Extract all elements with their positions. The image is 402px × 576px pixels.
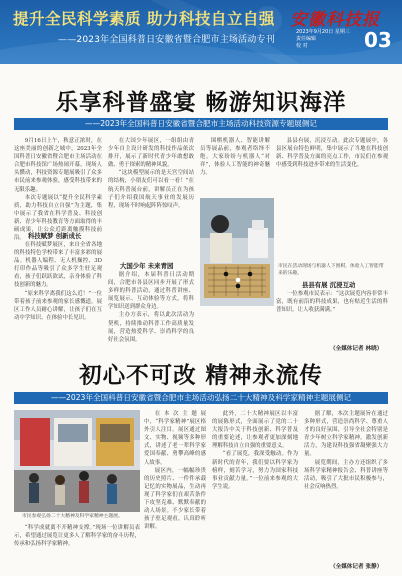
article1-paragraph: 围棋机器人、智能讲解员等展品前，参观者络绎不绝。大家纷纷与机器人“对弈”，体验人工智能的神奇魅力。 (200, 138, 270, 177)
article1-subhead-1: 科技赋梦 创新成长 (28, 232, 82, 240)
article2-paragraph: “看了展览，我深受触动。作为新时代的青年，我们要以科学家为榜样，刻苦学习，努力为国家科技事业贡献力量。”一位前来参观的大学生说。 (212, 451, 298, 490)
proofreader-label: 校 对 (296, 43, 308, 49)
article1-column-1b (14, 241, 102, 350)
article2-paragraph: 展览期间，主办方还组织了多场科学家精神报告会、科普讲座等活动，吸引了大批市民积极参与，社会反响热烈。 (304, 459, 388, 490)
article1-photo-caption: 市民在活动现场与机器人下围棋，体验人工智能带来的乐趣。 (278, 264, 384, 276)
article2-paragraph: 展区内，一幅幅珍贵的历史照片、一件件承载记忆的实物展品，生动再现了科学家们在艰苦条件下攻坚克难、默默奉献的动人场景。不少家长带着孩子驻足观看，认真聆听讲解。 (144, 467, 206, 531)
article1-credit: （全媒体记者 林晓） (330, 346, 383, 352)
issue-date: 2023年9月20日 星期三 (296, 29, 350, 35)
article1-column-2b (108, 271, 194, 350)
article2-column-2 (212, 410, 298, 570)
article1-subhead-2: 大国少年 未来青园 (120, 262, 174, 270)
article1-paragraph: 在大国少年展区，一组组由青少年自主设计研发的科技作品依次排开，展示了新时代青少年敢想敢做、勇于探索的精神风貌。 (108, 138, 194, 169)
article1-paragraph: “原来科学离我们这么近！”一位带着孩子前来参观的家长感慨道。展区工作人员耐心讲解，让孩子们在互动中学知识、在体验中长见识。 (14, 290, 102, 321)
article1-paragraph: 据介绍，本届科普日活动期间，合肥市各县区同步开展了形式多样的科普活动，通过科普讲座、展览展示、互动体验等方式，将科学知识送到群众身边。 (108, 272, 194, 311)
article1-photo (200, 198, 274, 306)
article2-photo (14, 410, 140, 512)
article2-paragraph: “科学成就离不开精神支撑。”现场一位讲解员表示，希望通过展览让更多人了解科学家的奋斗历程，传承和弘扬科学家精神。 (14, 525, 140, 548)
article1-paragraph: 县县有展，沉浸互动。此次专题展中，各县区展台特色鲜明，集中展示了当地在科技创新、科学普及方面的亮点工作，市民们在参观中感受到科技进步带来的生活变化。 (276, 138, 388, 169)
article1-column-2 (108, 137, 194, 257)
article2-headline: 初心不可改 精神永流传 (79, 363, 323, 389)
page-subtitle: ——2023年全国科普日安徽省暨合肥市主场活动专刊 (58, 35, 275, 45)
article1-topic-bar: ——2023年全国科普日安徽省暨合肥市主场活动科技资源专题展侧记 (14, 118, 388, 130)
article2-column-3 (304, 410, 388, 560)
article1-subhead-3: 县县有展 沉浸互动 (302, 281, 356, 289)
article1-paragraph: “这块模型展示的是天宫空间站的结构，小朋友们可以看一看！”在航天科普展台前，讲解员正在为孩子们介绍我国航天事业的发展历程，现场不时响起阵阵惊叹声。 (108, 170, 194, 209)
article1-paragraph: 9月16日上午，秋意正浓时，在这座美丽的创新之城中，2023年全国科普日安徽省暨合肥市主场活动在合肥市科技馆广场热闹开幕。现场人头攒动，科技资源专题展吸引了众多市民前来参观体验，感受科技带来的无限乐趣。 (14, 138, 102, 193)
page-title: 提升全民科学素质 助力科技自立自强 (13, 10, 275, 28)
article1-column-3 (200, 137, 270, 197)
article2-topic-bar: ——2023年全国科普日安徽省暨合肥市主场活动弘扬二十大精神及科学家精神主题展侧记 (14, 392, 388, 404)
article2-column-1b (14, 524, 140, 570)
article1-paragraph: 一位参观市民表示：“这次展览内容非常丰富，既有前沿的科技成果，也有贴近生活的科普知识，让人收获满满。” (276, 291, 388, 314)
article2-column-1 (144, 410, 206, 570)
article2-photo-caption: 市民参观弘扬二十大精神及科学家精神主题展。 (22, 514, 123, 519)
article2-paragraph: 据了解，本次主题展旨在通过多种形式，营造崇尚科学、尊重人才的良好氛围，引导全社会特别是青少年树立科学家精神，激发创新活力，为建设科技强省凝聚强大力量。 (304, 411, 388, 458)
header-banner (0, 0, 402, 64)
exhibition-photo-illustration (14, 410, 140, 512)
article1-paragraph: 本次专题展以“提升全民科学素质，助力科技自立自强”为主题，集中展示了我省在科学普及、科技创新、青少年科技教育等方面取得的丰硕成果，让公众近距离触摸科技前沿。 (14, 194, 102, 242)
article2-paragraph: 在本次主题展中，“科学家精神”展区格外引人注目。展区通过图文、实物、视频等多种形式，讲述了老一辈科学家爱国奉献、勇攀高峰的感人故事。 (144, 411, 206, 466)
editor-label: 责任编辑 (296, 36, 317, 42)
article2-paragraph: 此外，二十大精神展区以丰富的展陈形式，全面展示了党的二十大报告中关于科技创新、科学普及的重要论述，让参观者更加深刻地理解科技自立自强的重要意义。 (212, 411, 298, 450)
go-robot-photo-illustration (200, 198, 274, 306)
newspaper-masthead: 安徽科技报 (290, 10, 380, 30)
article1-paragraph: 主办方表示，将以此次活动为契机，持续推动科普工作高质量发展，营造热爱科学、崇尚科学的良好社会氛围。 (108, 312, 194, 343)
article2-credit: （全媒体记者 张静） (330, 564, 383, 570)
article1-paragraph: 在科技赋梦展区，来自全省各地的科技特色学校带来了丰富多彩的展品。机器人编程、无人机操控、3D打印作品等吸引了众多学生驻足观看，孩子们跃跃欲试，亲身体验了科技创新的魅力。 (14, 242, 102, 289)
article1-column-4b (276, 290, 388, 344)
page-number: 03 (364, 28, 392, 52)
article1-column-4 (276, 137, 388, 263)
article1-headline: 乐享科普盛宴 畅游知识海洋 (55, 90, 347, 116)
